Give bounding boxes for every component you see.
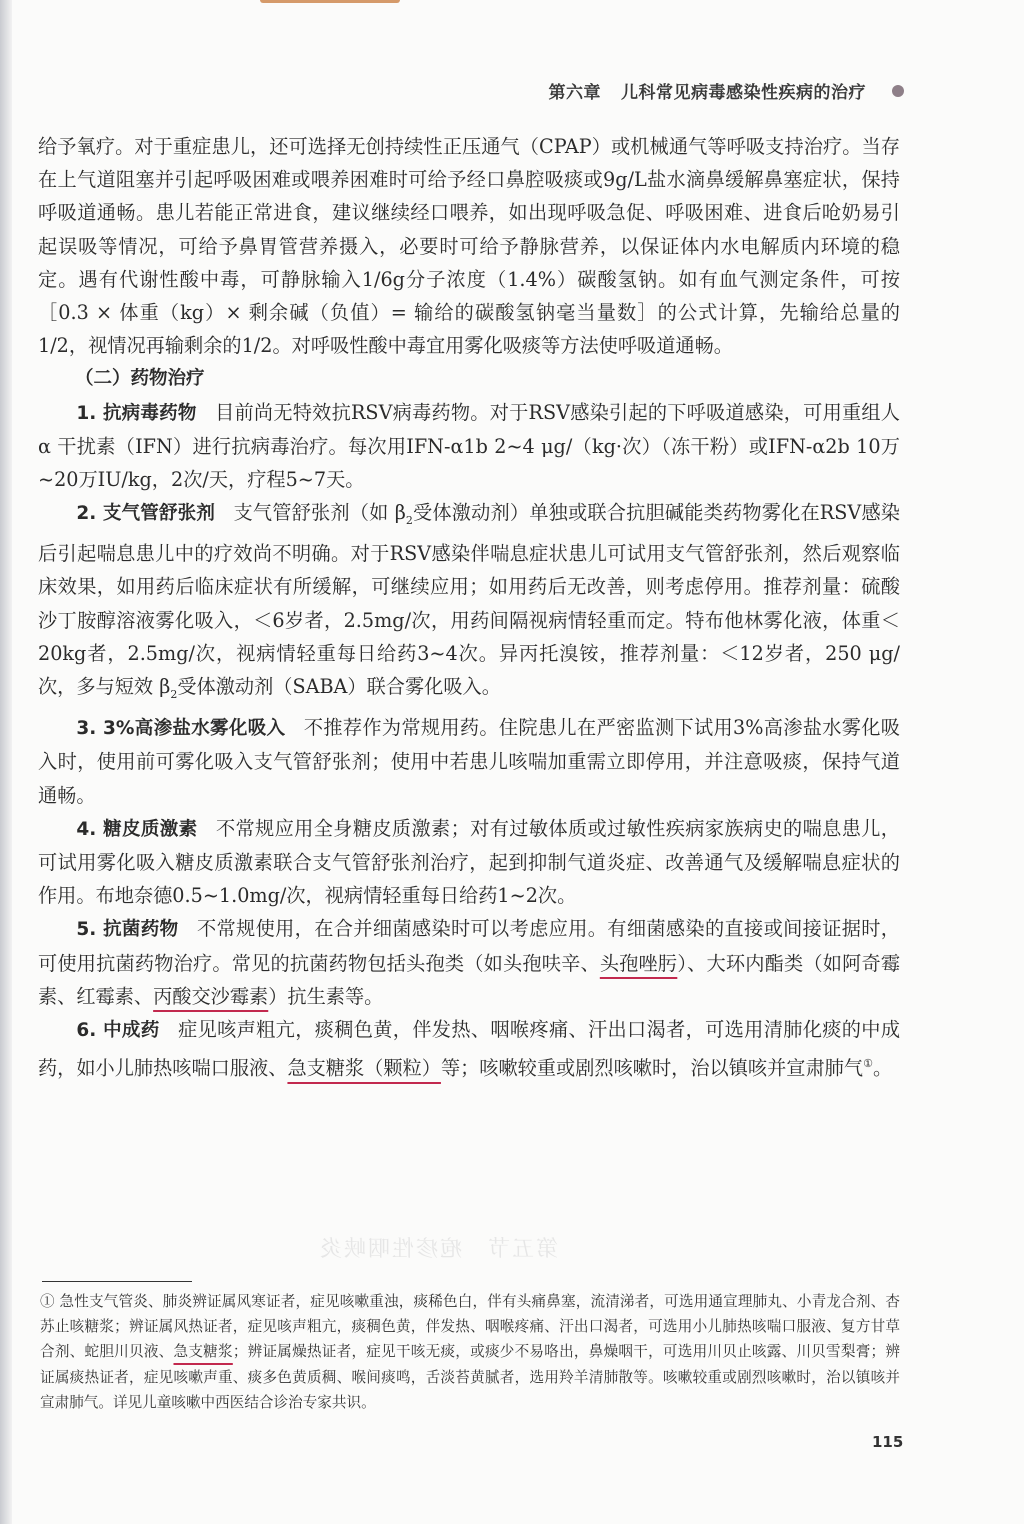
item-text: 支气管舒张剂（如 β bbox=[233, 501, 406, 525]
item-title: 2. 支气管舒张剂 bbox=[76, 503, 216, 525]
item-text: 受体激动剂（SABA）联合雾化吸入。 bbox=[177, 675, 501, 699]
item-text: 不常规使用，在合并细菌感染时可以考虑应用。有细菌感染的直接或间接证据时，可使用抗菌药物治疗。常见的抗菌药物包括头孢类（如头孢呋辛、 bbox=[38, 917, 900, 975]
item-antibacterial bbox=[38, 912, 900, 1013]
page-edge-tab bbox=[260, 0, 400, 3]
item-glucocorticoid bbox=[38, 812, 900, 913]
footnote-reference[interactable]: ① bbox=[863, 1057, 873, 1071]
item-text: 等；咳嗽较重或剧烈咳嗽时，治以镇咳并宣肃肺气 bbox=[440, 1056, 864, 1080]
underlined-drug: 急支糖浆（颗粒） bbox=[287, 1056, 441, 1080]
footnote-mark: ① bbox=[40, 1293, 55, 1310]
bleed-through-heading: 第五节 疱疹性咽峡炎 bbox=[318, 1237, 559, 1262]
item-text: ）抗生素等。 bbox=[268, 984, 384, 1008]
header-dot-icon bbox=[892, 85, 904, 97]
item-text: 受体激动剂）单独或联合抗胆碱能类药物雾化在RSV感染后引起喘息患儿中的疗效尚不明确。对于RSV感染伴喘息症状患儿可试用支气管舒张剂，然后观察临床效果，如用药后临床症状有所缓解，可继续应用；如用药后无改善，则考虑停用。推荐剂量：硫酸沙丁胺醇溶液雾化吸入，＜6岁者，2.5mg/次，用药间隔视病情轻重而定。特布他林雾化液，体重＜20kg者，2.5mg/次，视病情轻重每日给药3~4次。异丙托溴铵，推荐剂量：＜12岁者，250 μg/次，多与短效 β bbox=[38, 501, 900, 699]
chapter-title: 儿科常见病毒感染性疾病的治疗 bbox=[621, 83, 866, 103]
item-text: 症见咳声粗亢，痰稠色黄，伴发热、咽喉疼痛、汗出口渴者，可选用清肺化痰的中成药，如小儿肺热咳喘口服液、 bbox=[38, 1017, 901, 1080]
item-title: 4. 糖皮质激素 bbox=[76, 818, 198, 840]
chapter-number: 第六章 bbox=[548, 83, 601, 103]
item-text: 不推荐作为常规用药。住院患儿在严密监测下试用3%高渗盐水雾化吸入时，使用前可雾化吸入支气管舒张剂；使用中若患儿咳喘加重需立即停用，并注意吸痰，保持气道通畅。 bbox=[38, 716, 900, 807]
main-body bbox=[38, 130, 900, 1085]
item-chinese-medicine bbox=[38, 1013, 900, 1085]
section-heading: （二）药物治疗 bbox=[75, 368, 205, 390]
item-text: 目前尚无特效抗RSV病毒药物。对于RSV感染引起的下呼吸道感染，可用重组人 α 干扰素（IFN）进行抗病毒治疗。每次用IFN-α1b 2~4 μg/（kg·次）（冻干粉）或IFN-α2b 10万~20万IU/kg，2次/天，疗程5~7天。 bbox=[38, 400, 900, 492]
page-binding-shadow bbox=[0, 0, 12, 1524]
item-title: 1. 抗病毒药物 bbox=[76, 402, 197, 424]
item-title: 5. 抗菌药物 bbox=[76, 919, 179, 941]
underlined-drug: 丙酸交沙霉素 bbox=[153, 984, 269, 1008]
item-antiviral bbox=[38, 396, 900, 497]
underlined-drug: 头孢唑肟 bbox=[599, 951, 678, 975]
footnote bbox=[40, 1289, 900, 1415]
subscript: 2 bbox=[170, 687, 178, 701]
page-number: 115 bbox=[872, 1433, 904, 1451]
item-title: 3. 3%高渗盐水雾化吸入 bbox=[76, 718, 286, 740]
footnote-divider bbox=[42, 1281, 192, 1282]
subscript: 2 bbox=[405, 514, 413, 528]
item-text: ）、大环内酯类（如阿奇霉素、红霉素、 bbox=[38, 951, 901, 1008]
footnote-text: ；辨证属燥热证者，症见干咳无痰，或痰少不易咯出，鼻燥咽干，可选用川贝止咳露、川贝雪梨膏；辨证属痰热证者，症见咳嗽声重、痰多色黄质稠、喉间痰鸣，舌淡苔黄腻者，选用羚羊清肺散等。咳嗽较重或剧烈咳嗽时，治以镇咳并宣肃肺气。详见儿童咳嗽中西医结合诊治专家共识。 bbox=[40, 1343, 900, 1411]
paragraph-supportive-care: 给予氧疗。对于重症患儿，还可选择无创持续性正压通气（CPAP）或机械通气等呼吸支持治疗。当存在上气道阻塞并引起呼吸困难或喂养困难时可给予经口鼻腔吸痰或9g/L盐水滴鼻缓解鼻塞症状，保持呼吸道通畅。患儿若能正常进食，建议继续经口喂养，如出现呼吸急促、呼吸困难、进食后呛奶易引起误吸等情况，可给予鼻胃管营养摄入，必要时可给予静脉营养，以保证体内水电解质内环境的稳定。遇有代谢性酸中毒，可静脉输入1/6g分子浓度（1.4%）碳酸氢钠。如有血气测定条件，可按［0.3 × 体重（kg）× 剩余碱（负值）= 输给的碳酸氢钠毫当量数］的公式计算，先输给总量的1/2，视情况再输剩余的1/2。对呼吸性酸中毒宜用雾化吸痰等方法使呼吸道通畅。 bbox=[38, 135, 900, 358]
item-text: 。 bbox=[872, 1056, 893, 1080]
item-title: 6. 中成药 bbox=[76, 1019, 160, 1041]
item-hypertonic-saline bbox=[38, 711, 900, 812]
footnote-text: 急性支气管炎、肺炎辨证属风寒证者，症见咳嗽重浊，痰稀色白，伴有头痛鼻塞，流清涕者，可选用通宣理肺丸、小青龙合剂、杏苏止咳糖浆；辨证属风热证者，症见咳声粗亢，痰稠色黄，伴发热、咽喉疼痛、汗出口渴者，可选用小儿肺热咳喘口服液、复方甘草合剂、蛇胆川贝液、 bbox=[40, 1293, 900, 1361]
underlined-drug: 急支糖浆 bbox=[173, 1343, 233, 1361]
item-bronchodilator bbox=[38, 496, 900, 711]
running-header bbox=[549, 78, 905, 103]
item-text: 不常规应用全身糖皮质激素；对有过敏体质或过敏性疾病家族病史的喘息患儿，可试用雾化吸入糖皮质激素联合支气管舒张剂治疗，起到抑制气道炎症、改善通气及缓解喘息症状的作用。布地奈德0.5~1.0mg/次，视病情轻重每日给药1~2次。 bbox=[38, 816, 900, 908]
